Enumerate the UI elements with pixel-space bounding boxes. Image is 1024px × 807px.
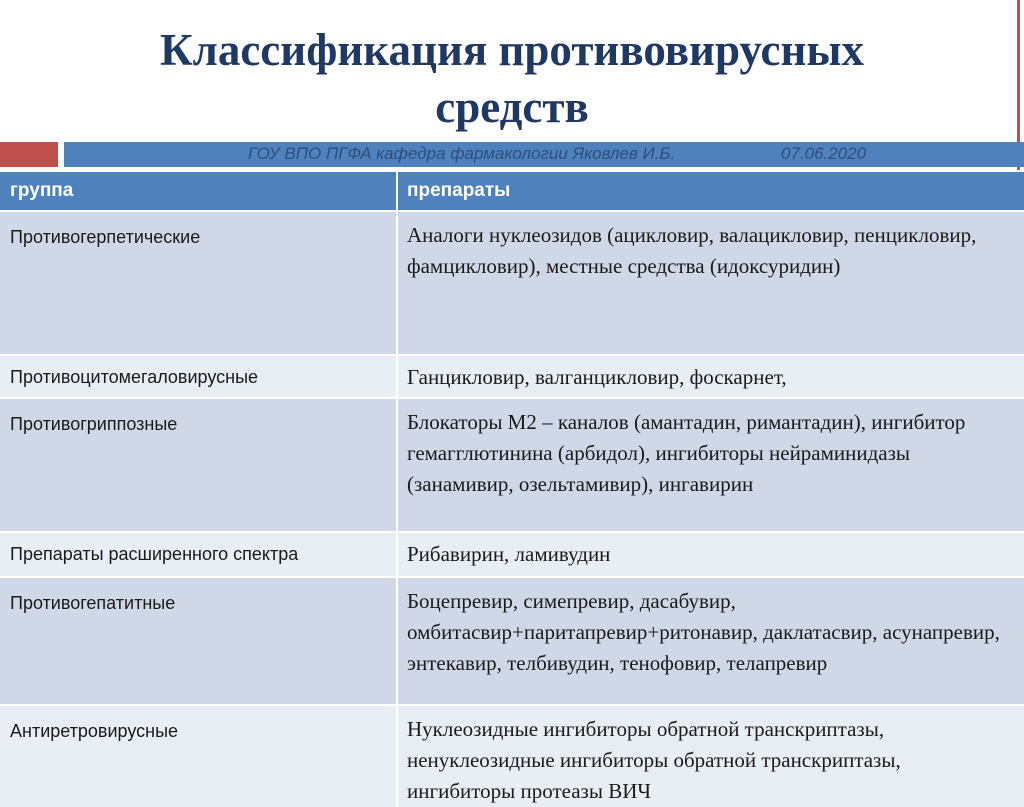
group-cell: Антиретровирусные — [0, 705, 397, 807]
slide-title — [0, 22, 1024, 136]
table-header-row — [0, 172, 1024, 211]
footer-date: 07.06.2020 — [781, 144, 867, 163]
group-cell: Противогриппозные — [0, 398, 397, 532]
accent-bar-red — [0, 142, 58, 167]
drugs-cell: Блокаторы М2 – каналов (амантадин, римантадин), ингибитор гемагглютинина (арбидол), ингибиторы нейраминидазы (занамивир, озельтамивир), ингавирин — [397, 398, 1024, 532]
group-cell: Препараты расширенного спектра — [0, 532, 397, 577]
header-drugs: препараты — [397, 172, 1024, 211]
table-row — [0, 577, 1024, 705]
drugs-cell: Аналоги нуклеозидов (ацикловир, валацикловир, пенцикловир, фамцикловир), местные средства (идоксуридин) — [397, 211, 1024, 355]
group-cell: Противоцитомегаловирусные — [0, 355, 397, 398]
drugs-cell: Ганцикловир, валганцикловир, фоскарнет, — [397, 355, 1024, 398]
drugs-cell: Нуклеозидные ингибиторы обратной транскриптазы, ненуклеозидные ингибиторы обратной транскриптазы, ингибиторы протеазы ВИЧ — [397, 705, 1024, 807]
table-row — [0, 355, 1024, 398]
slide-title-line-2: средств — [435, 82, 589, 132]
classification-table — [0, 172, 1024, 807]
table-row — [0, 705, 1024, 807]
table-row — [0, 398, 1024, 532]
table-row — [0, 532, 1024, 577]
group-cell: Противогерпетические — [0, 211, 397, 355]
slide-title-line-1: Классификация противовирусных — [159, 25, 865, 75]
drugs-cell: Боцепревир, симепревир, дасабувир, омбитасвир+паритапревир+ритонавир, даклатасвир, асунапревир, энтекавир, телбивудин, тенофовир, телапревир — [397, 577, 1024, 705]
drugs-cell: Рибавирин, ламивудин — [397, 532, 1024, 577]
group-cell: Противогепатитные — [0, 577, 397, 705]
footer-author: ГОУ ВПО ПГФА кафедра фармакологии Яковлев И.Б. — [248, 144, 676, 163]
table-row — [0, 211, 1024, 355]
header-group: группа — [0, 172, 397, 211]
